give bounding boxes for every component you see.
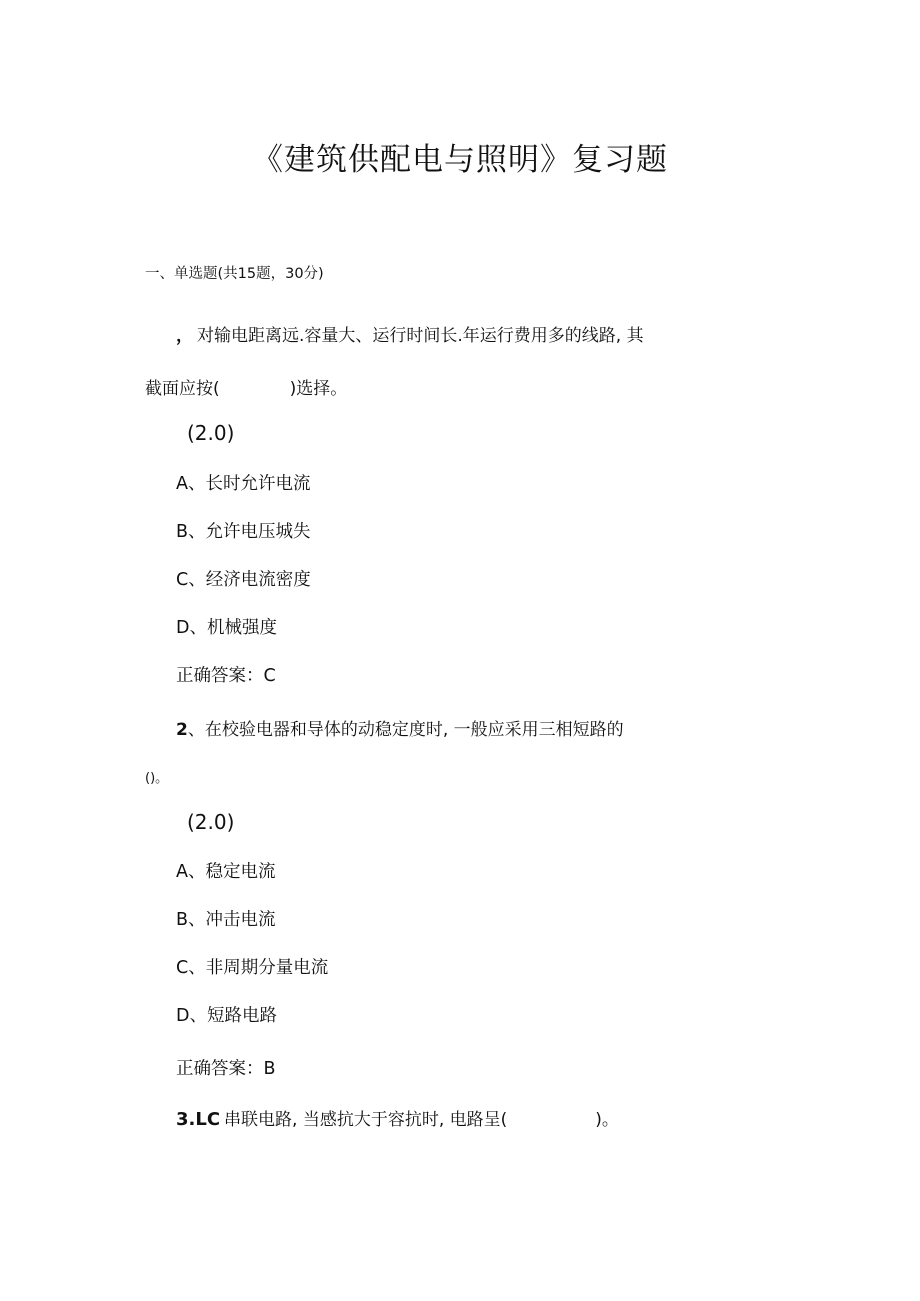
question-3-stem-part-b: )。 (595, 1110, 619, 1130)
question-1-stem-text: 对输电距离远.容量大、运行时间长.年运行费用多的线路, 其 (197, 326, 644, 346)
question-2-answer: 正确答案：B (176, 1059, 276, 1079)
question-1-option-d: D、机械强度 (176, 618, 277, 638)
question-1-option-b: B、允许电压城失 (176, 522, 311, 542)
question-1-score: (2.0) (187, 421, 235, 445)
question-2-stem-line1 (176, 715, 624, 740)
question-2-option-c: C、非周期分量电流 (176, 958, 329, 978)
question-1-stem-part-a: 截面应按( (145, 379, 220, 399)
question-1-number: ， (176, 326, 193, 346)
question-1-answer: 正确答案：C (176, 666, 276, 686)
document-title: 《建筑供配电与照明》复习题 (252, 142, 668, 178)
question-2-stem-text: 、在校验电器和导体的动稳定度时, 一般应采用三相短路的 (187, 720, 624, 740)
question-3-stem-part-a: 串联电路, 当感抗大于容抗时, 电路呈( (224, 1110, 508, 1130)
question-2-option-b: B、冲击电流 (176, 910, 276, 930)
question-1-stem-part-b: )选择。 (289, 379, 348, 399)
question-2-option-a: A、稳定电流 (176, 862, 276, 882)
question-1-option-a: A、长时允许电流 (176, 474, 311, 494)
section-heading: 一、单选题(共15题，30分) (145, 266, 324, 282)
question-1-stem-line1 (176, 321, 644, 346)
question-2-number: 2 (176, 720, 188, 740)
question-2-stem-line2: ()。 (145, 771, 169, 786)
question-3-stem-line1 (176, 1105, 619, 1130)
question-1-stem-line2 (145, 374, 347, 399)
question-2-score: (2.0) (187, 810, 235, 834)
question-2-option-d: D、短路电路 (176, 1006, 277, 1026)
question-1-option-c: C、经济电流密度 (176, 570, 311, 590)
question-3-number: 3.LC (176, 1109, 221, 1130)
